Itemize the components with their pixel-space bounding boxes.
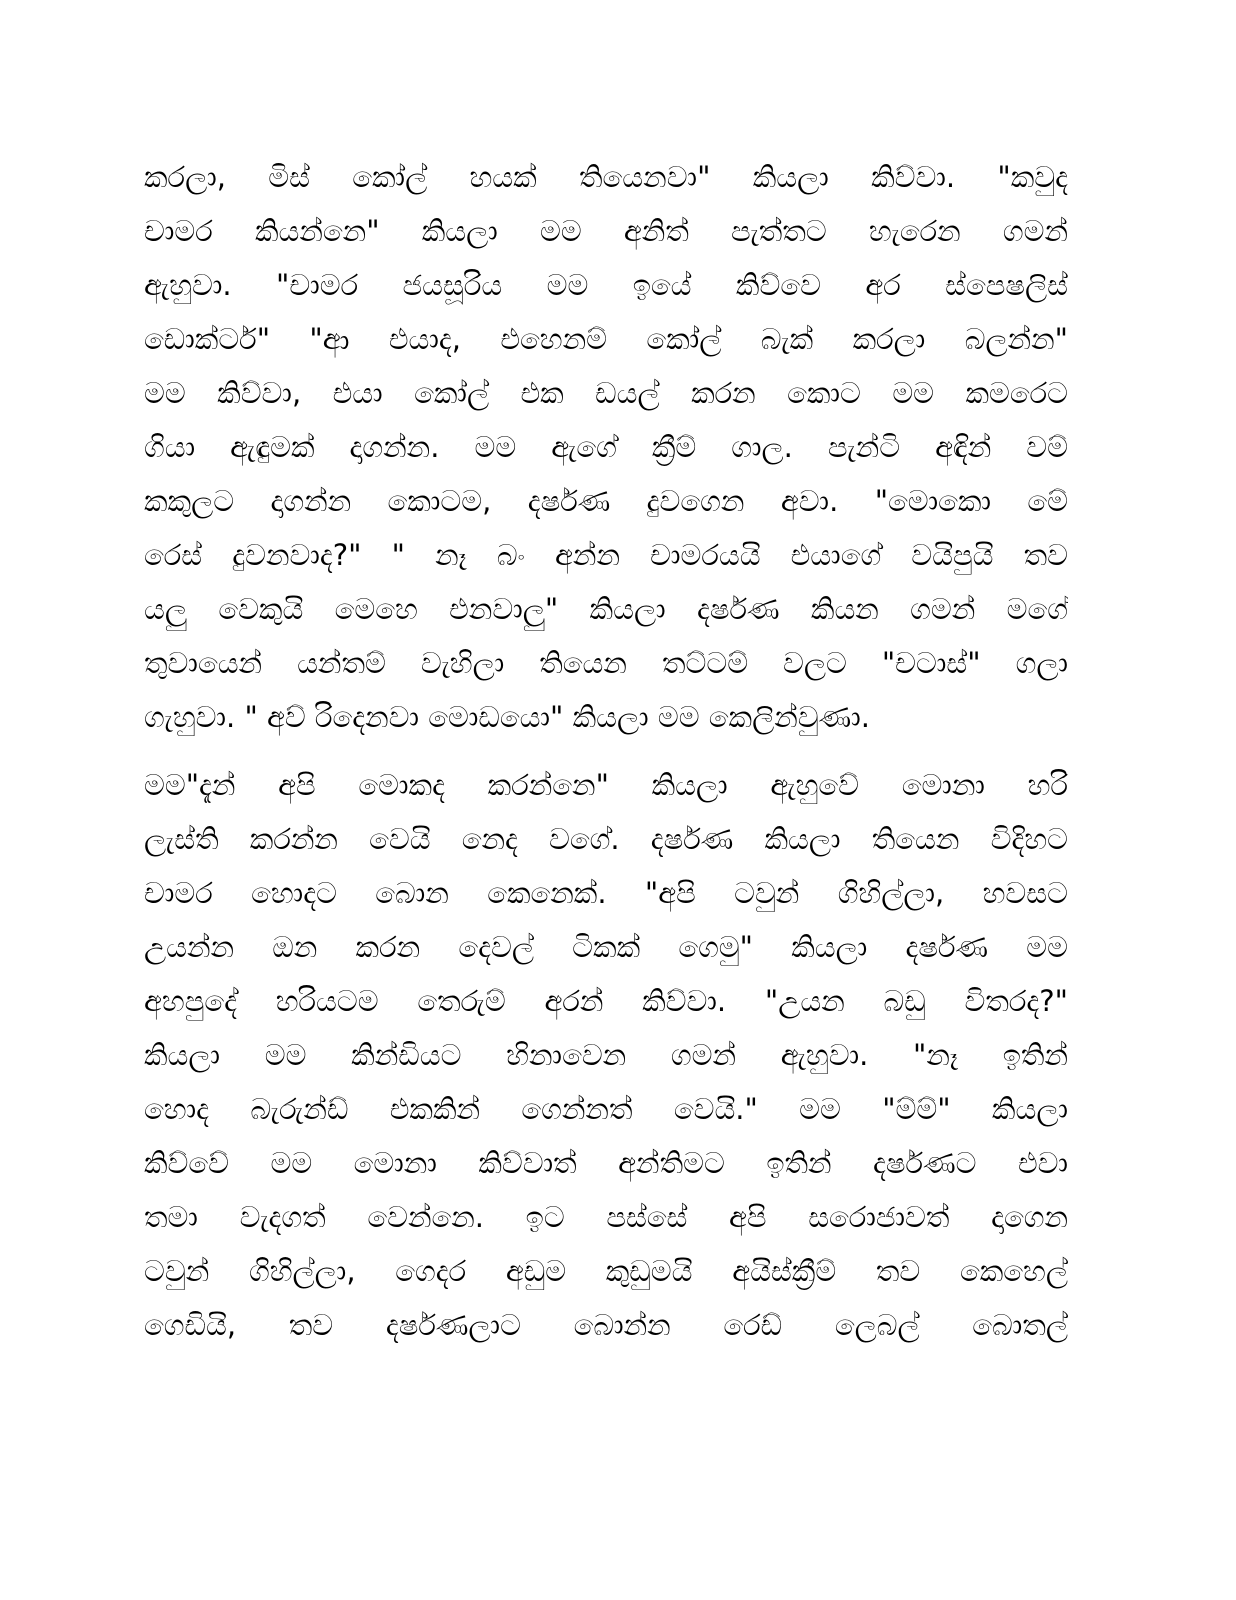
text-line: යලු වෙකුයි මෙහෙ එනවාලු" කියලා දර්ෂණ කියන ගමන් මගේ [144,592,1068,626]
text-line: කියලා මම කින්ඩියට හිනාවෙන ගමන් ඇහුවා. "නෑ ඉතින් [144,1038,1068,1072]
text-line: මම"දැන් අපි මොකද කරන්නෙ" කියලා ඇහුවේ මොනා හරි [144,768,1068,802]
paragraph-1 [144,150,1068,744]
text-line: කකුලට දාගන්න කොටම, දර්ෂණ දුවගෙන අවා. "මොකො මේ [144,484,1068,518]
paragraph-2 [144,758,1068,1352]
text-line: රෙස් දුවනවාද?" " නෑ බං අන්න චාමරයයි එයාගේ වයිපුයි තව [144,538,1068,572]
text-line: අහපුදේ හරියටම තෙරුම් අරන් කිව්වා. "උයන බඩු විතරද?" [144,984,1068,1018]
text-line: ටවුන් ගිහිල්ලා, ගෙදර අඩුම කුඩුමයි අයිස්ක්‍රීම් තව කෙහෙල් [144,1254,1068,1288]
text-line: ගෙඩියි, තව දර්ෂණලාට බොන්න රෙඩ් ලෙබල් බොතල් [144,1308,1068,1342]
text-line: ඩොක්ටර්" "ආ එයාද, එහෙනම් කෝල් බැක් කරලා බලන්න" [144,322,1068,356]
text-line: හොද බැරුන්ඩ් එකකින් ගෙන්නත් වෙයි." මම "ම්ම්" කියලා [144,1092,1068,1126]
text-line: තුවායෙන් යන්තම් වැහිලා තියෙන තට්ටම් වලට "චටාස්" ගලා [144,646,1068,680]
text-line: මම කිව්වා, එයා කෝල් එක ඩයල් කරන කොට මම කමරෙට [144,376,1068,410]
text-line: ඇහුවා. "චාමර ජයසූරිය මම ඉයේ කිව්වෙ අර ස්පෙෂලිස් [144,268,1068,302]
text-line: කරලා, මිස් කෝල් හයක් තියෙනවා" කියලා කිව්වා. "කවුද [144,160,1068,194]
text-line: ගැහුවා. " අව් රිදෙනවා මොඩයො" කියලා මම කෙලින්වුණා. [144,700,870,734]
text-line: කිව්වේ මම මොනා කිව්වාත් අන්තිමට ඉතින් දර්ෂණට එවා [144,1146,1068,1180]
text-line: චාමර කියන්නෙ" කියලා මම අනිත් පැත්තට හැරෙන ගමන් [144,214,1068,248]
text-line: උයන්න ඔන කරන දෙවල් ටිකක් ගෙමු" කියලා දර්ෂණ මම [144,930,1068,964]
text-line: චාමර හොදට බොන කෙනෙක්. "අපි ටවුන් ගිහිල්ලා, හවසට [144,876,1068,910]
text-line: ගියා ඇඳුමක් දාගන්න. මම ඇගේ ක්‍රීම් ගාල. පැන්ටි අඳින් වම් [144,430,1068,464]
text-line: ලැස්ති කරන්න වෙයි නෙද වගේ. දර්ෂණ කියලා තියෙන විදිහට [144,822,1068,856]
text-line: තමා වැදගත් වෙන්නෙ. ඉට පස්සේ අපි සරොජාවත් දාගෙන [144,1200,1068,1234]
